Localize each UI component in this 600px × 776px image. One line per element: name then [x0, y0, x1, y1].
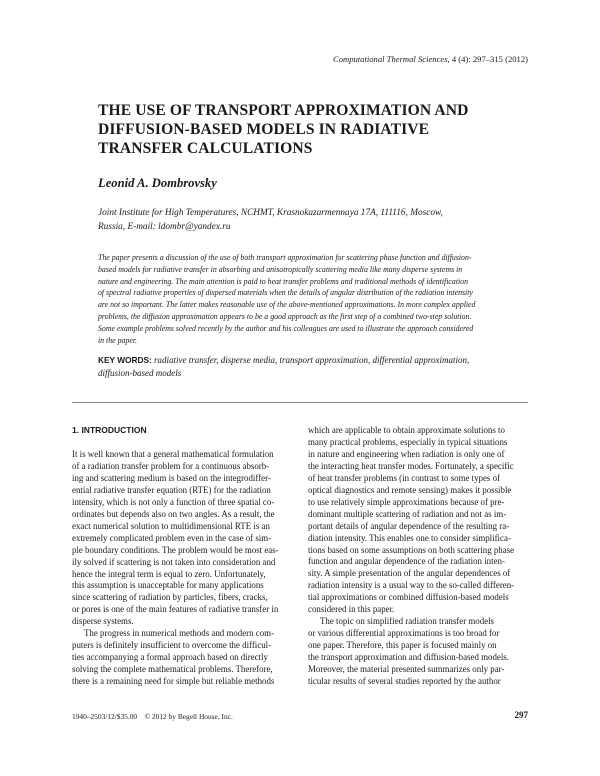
- journal-citation: [333, 54, 528, 64]
- text-line: ordinates but depends also on two angles. As a result, the: [72, 508, 275, 519]
- footer-publication-info: [72, 712, 233, 721]
- abstract: [98, 252, 530, 346]
- text-line: It is well known that a general mathematical formulation: [72, 449, 274, 459]
- text-line: in nature and engineering when radiation is only one of: [308, 448, 505, 459]
- title-line: DIFFUSION-BASED MODELS IN RADIATIVE: [98, 121, 430, 139]
- affiliation-line: Russia, E-mail: ldombr@yandex.ru: [98, 221, 231, 232]
- text-line: Moreover, the material presented summarizes only par-: [308, 664, 505, 675]
- left-column: [72, 449, 294, 688]
- keywords-list: radiative transfer, disperse media, transport approximation, differential approximation,: [154, 355, 470, 365]
- text-line: or various differential approximations is too broad for: [308, 628, 500, 639]
- text-line: the interacting heat transfer modes. Fortunately, a specific: [308, 460, 514, 471]
- text-line: to use relatively simple approximations because of pre-: [308, 496, 505, 507]
- text-line: ple boundary conditions. The problem would be most eas-: [72, 544, 279, 555]
- abstract-line: are not so important. The latter makes reasonable use of the above-mentioned approximations. In more complex applied: [98, 300, 476, 310]
- journal-volume-pages: 4 (4): 297–315 (2012): [451, 54, 528, 64]
- text-line: many practical problems, especially in typical situations: [308, 436, 508, 447]
- text-line: solving the complete mathematical problems. Therefore,: [72, 664, 273, 675]
- abstract-line: of spectral radiative properties of dispersed materials when the details of angular distribution of the radiation intensity: [98, 288, 473, 298]
- affiliation-line: Joint Institute for High Temperatures, NCHMT, Krasnokazarmennaya 17A, 111116, Moscow,: [98, 208, 443, 218]
- text-line: ily solved if scattering is not taken into consideration and: [72, 556, 276, 567]
- text-line: the transport approximation and diffusion-based models.: [308, 652, 509, 663]
- text-line: considered in this paper.: [308, 604, 395, 615]
- abstract-line: in the paper.: [98, 335, 137, 345]
- abstract-line: The paper presents a discussion of the use of both transport approximation for scattering phase function and diffusion-: [98, 253, 472, 262]
- keywords-label: KEY WORDS:: [98, 355, 152, 365]
- text-line: since scattering of radiation by particles, fibers, cracks,: [72, 592, 268, 603]
- text-line: function and angular dependence of the radiation inten-: [308, 556, 505, 567]
- text-line: hence the integral term is equal to zero. Unfortunately,: [72, 568, 266, 579]
- abstract-line: problems, the diffusion approximation appears to be a good approach as the first step of a combined two-step solution.: [98, 311, 472, 321]
- text-line: exact numerical solution to multidimensional RTE is an: [72, 520, 270, 531]
- text-line: tial approximations or combined diffusion-based models: [308, 592, 509, 603]
- text-line: optical diagnostics and remote sensing) makes it possible: [308, 484, 512, 495]
- section-heading-introduction: 1. INTRODUCTION: [72, 425, 147, 435]
- footer-issn-price: 1940–2503/12/$35.00: [72, 712, 138, 721]
- author-name: Leonid A. Dombrovsky: [98, 176, 217, 190]
- text-line: extremely complicated problem even in the case of sim-: [72, 532, 272, 543]
- text-line: disperse systems.: [72, 616, 134, 627]
- abstract-line: nature and engineering. The main attention is paid to heat transfer problems and traditional methods of identification: [98, 276, 469, 286]
- keywords-line: [98, 354, 530, 367]
- abstract-line: based models for radiative transfer in absorbing and anisotropically scattering media like many disperse systems in: [98, 264, 463, 274]
- text-line: The topic on simplified radiation transfer models: [320, 616, 495, 627]
- text-line: ties accompanying a formal approach based on directly: [72, 652, 268, 663]
- text-line: radiation intensity is a usual way to the so-called differen-: [308, 580, 515, 591]
- abstract-line: Some example problems solved recently by the author and his colleagues are used to illustrate the approach considered: [98, 323, 474, 333]
- section-divider: [72, 402, 528, 403]
- keywords: [98, 354, 530, 380]
- text-line: puters is definitely insufficient to overcome the difficul-: [72, 640, 272, 651]
- text-line: ential radiative transfer equation (RTE) for the radiation: [72, 484, 271, 495]
- text-line: one paper. Therefore, this paper is focused mainly on: [308, 640, 497, 651]
- text-line: dominant multiple scattering of radiation and not as im-: [308, 508, 507, 519]
- paragraph: [308, 616, 530, 688]
- text-line: of heat transfer problems (in contrast to some types of: [308, 472, 500, 483]
- journal-name: Computational Thermal Sciences,: [332, 54, 450, 64]
- right-column: [308, 425, 530, 688]
- text-line: ticular results of several studies reported by the author: [308, 676, 501, 687]
- text-line: sity. A simple presentation of the angular dependences of: [308, 568, 511, 579]
- text-line: intensity, which is not only a function of three spatial co-: [72, 496, 275, 507]
- text-line: of a radiation transfer problem for a continuous absorb-: [72, 460, 270, 471]
- paragraph: [72, 628, 294, 688]
- text-line: The progress in numerical methods and modern com-: [84, 628, 275, 639]
- text-line: diation intensity. This enables one to consider simplifica-: [308, 532, 511, 543]
- title-line: THE USE OF TRANSPORT APPROXIMATION AND: [98, 102, 469, 119]
- text-line: portant details of angular dependence of the resulting ra-: [308, 520, 510, 531]
- paper-title: [98, 101, 538, 159]
- footer-copyright: © 2012 by Begell House, Inc.: [144, 712, 233, 721]
- text-line: which are applicable to obtain approximate solutions to: [308, 425, 505, 435]
- text-line: tions based on some assumptions on both scattering phase: [308, 544, 515, 555]
- affiliation: [98, 207, 528, 234]
- page-number: 297: [514, 710, 528, 720]
- text-line: ing and scattering medium is based on the integrodiffer-: [72, 472, 271, 483]
- paragraph: [308, 425, 530, 616]
- text-line: or pores is one of the main features of radiative transfer in: [72, 604, 279, 615]
- keywords-list-continued: diffusion-based models: [98, 368, 182, 378]
- text-line: there is a remaining need for simple but reliable methods: [72, 676, 275, 687]
- paragraph: [72, 449, 294, 628]
- text-line: this assumption is unacceptable for many applications: [72, 580, 264, 591]
- title-line: TRANSFER CALCULATIONS: [98, 140, 313, 158]
